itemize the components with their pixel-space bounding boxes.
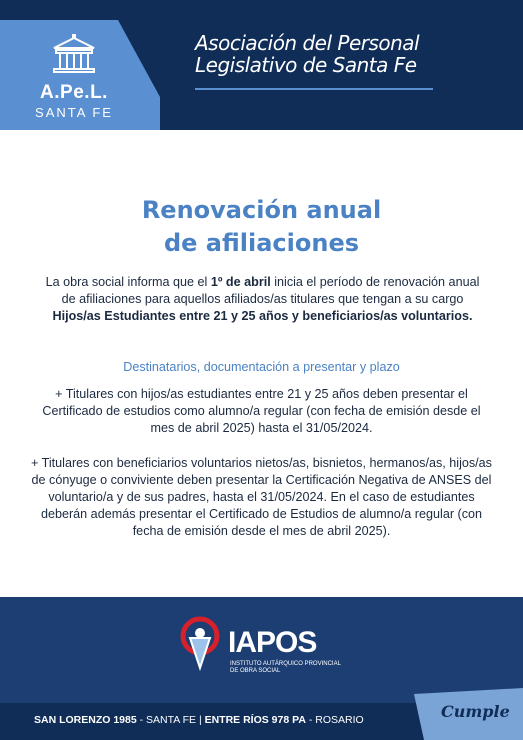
iapos-symbol-icon — [183, 619, 217, 668]
iapos-logo — [178, 616, 348, 674]
iapos-subtitle-2: DE OBRA SOCIAL — [230, 668, 281, 674]
address-santafe-city: - SANTA FE — [136, 714, 197, 726]
title-underline — [195, 88, 433, 90]
intro-text2: inicia el período de renovación anual de afiliaciones para aquellos afiliados/as titulares que tengan a su cargo — [61, 275, 480, 306]
address-text — [34, 714, 364, 726]
org-name-line1: Asociación del Personal — [195, 31, 420, 55]
cumple-label: Cumple — [441, 702, 510, 721]
iapos-subtitle-1: INSTITUTO AUTÁRQUICO PROVINCIAL — [230, 661, 341, 667]
address-rosario-city: - ROSARIO — [305, 714, 364, 726]
intro-date: 1º de abril — [210, 275, 271, 289]
requirement-paragraph-2: + Titulares con beneficiarios voluntarios nietos/as, bisnietos, hermanos/as, hijos/as de cónyuge o conviviente deben presentar la Certificación Negativa de ANSES del voluntario/a y de sus padres, hasta el 31/05/2024. En el caso de estudiantes deberán además presentar el Certificado de Estudios de alumno/a regular (con fecha de emisión desde el mes de abril 2025). — [31, 456, 492, 538]
address-rosario-street: ENTRE RÍOS 978 PA — [204, 714, 306, 726]
apel-logo — [0, 20, 160, 130]
logo-subtitle: SANTA FE — [35, 105, 113, 120]
logo-abbrev: A.Pe.L. — [40, 82, 108, 103]
address-separator: | — [196, 714, 205, 726]
intro-text1: La obra social informa que el — [45, 275, 211, 289]
intro-paragraph — [40, 274, 485, 325]
requirement-paragraph-1: + Titulares con hijos/as estudiantes entre 21 y 25 años deben presentar el Certificado de estudios como alumno/a regular (con fecha de emisión desde el mes de abril 2025) hasta el 31/05/2024. — [42, 387, 481, 435]
intro-beneficiaries: Hijos/as Estudiantes entre 21 y 25 años y beneficiarios/as voluntarios. — [52, 309, 473, 323]
address-santafe-street: SAN LORENZO 1985 — [34, 714, 137, 726]
section-subtitle: Destinatarios, documentación a presentar y plazo — [123, 360, 400, 374]
page-title — [0, 194, 523, 260]
title-line1: Renovación anual — [141, 196, 382, 224]
title-line2: de afiliaciones — [163, 229, 360, 257]
iapos-name: IAPOS — [228, 626, 317, 659]
organization-name — [195, 32, 419, 76]
org-name-line2: Legislativo de Santa Fe — [195, 53, 417, 77]
legislature-building-icon — [50, 34, 98, 76]
